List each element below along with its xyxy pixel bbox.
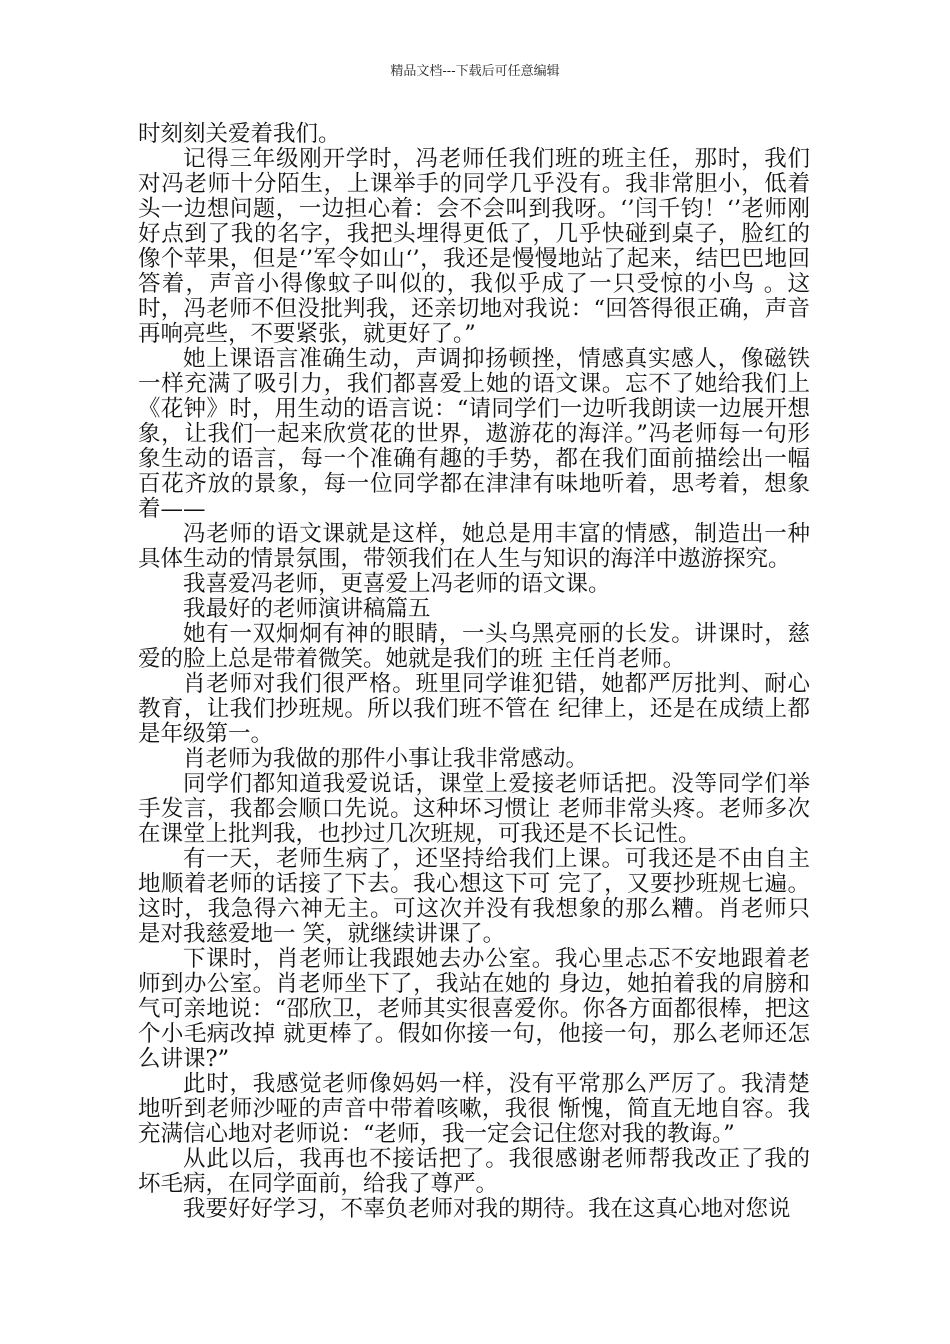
paragraph: 肖老师为我做的那件小事让我非常感动。 [183,746,589,772]
paragraph: 我喜爱冯老师，更喜爱上冯老师的语文课。 [183,571,611,597]
section-heading: 我最好的老师演讲稿篇五 [183,596,431,622]
paragraph: 肖老师对我们很严格。班里同学谁犯错，她都严厉批判、耐心教育，让我们抄班规。所以我们班不管在 纪律上，还是在成绩上都是年级第一。 [138,671,810,747]
paragraph-continuation: 时刻刻关爱着我们。 [138,121,341,147]
paragraph: 记得三年级刚开学时，冯老师任我们班的班主任，那时，我们对冯老师十分陌生，上课举手的同学几乎没有。我非常胆小，低着头一边想问题，一边担心着：会不会叫到我呀。‘’闫千钧！‘’老师刚好点到了我的名字，我把头埋得更低了，几乎快碰到桌子，脸红的像个苹果，但是‘’军令如山‘’，我还是慢慢地站了起来，结巴巴地回答着，声音小得像蚊子叫似的，我似乎成了一只受惊的小鸟 。这时，冯老师不但没批判我，还亲切地对我说：“回答得很正确，声音再响亮些，不要紧张，就更好了。” [138,146,810,347]
paragraph: 下课时，肖老师让我跟她去办公室。我心里忐忑不安地跟着老师到办公室。肖老师坐下了，我站在她的 身边，她拍着我的肩膀和气可亲地说：“邵欣卫，老师其实很喜爱你。你各方面都很棒，把这个小毛病改掉 就更棒了。假如你接一句，他接一句，那么老师还怎么讲课?” [138,946,810,1072]
paragraph: 从此以后，我再也不接话把了。我很感谢老师帮我改正了我的坏毛病，在同学面前，给我了尊严。 [138,1146,810,1197]
paragraph: 我要好好学习，不辜负老师对我的期待。我在这真心地对您说 [183,1196,791,1222]
paragraph: 冯老师的语文课就是这样，她总是用丰富的情感，制造出一种具体生动的情景氛围，带领我们在人生与知识的海洋中遨游探究。 [138,521,810,572]
paragraph: 她上课语言准确生动，声调抑扬顿挫，情感真实感人，像磁铁一样充满了吸引力，我们都喜爱上她的语文课。忘不了她给我们上《花钟》时，用生动的语言说：“请同学们一边听我朗读一边展开想 象，让我们一起来欣赏花的世界，遨游花的海洋。”冯老师每一句形象生动的语言，每一个准确有趣的手势，都在我们面前描绘出一幅百花齐放的景象，每一位同学都在津津有味地听着，思考着，想象 着—— [138,346,810,522]
article-body [138,122,810,1222]
paragraph: 她有一双炯炯有神的眼睛，一头乌黑亮丽的长发。讲课时，慈爱的脸上总是带着微笑。她就是我们的班 主任肖老师。 [138,621,810,672]
paragraph: 有一天，老师生病了，还坚持给我们上课。可我还是不由自主地顺着老师的话接了下去。我心想这下可 完了，又要抄班规七遍。这时，我急得六神无主。可这次并没有我想象的那么糟。肖老师只是对我慈爱地一 笑，就继续讲课了。 [138,846,810,947]
paragraph: 此时，我感觉老师像妈妈一样，没有平常那么严厉了。我清楚地听到老师沙哑的声音中带着咳嗽，我很 惭愧，简直无地自容。我充满信心地对老师说：“老师，我一定会记住您对我的教诲。” [138,1071,810,1147]
paragraph: 同学们都知道我爱说话，课堂上爱接老师话把。没等同学们举手发言，我都会顺口先说。这种坏习惯让 老师非常头疼。老师多次在课堂上批判我，也抄过几次班规，可我还是不长记性。 [138,771,810,847]
running-header: 精品文档---下载后可任意编辑 [390,64,560,79]
